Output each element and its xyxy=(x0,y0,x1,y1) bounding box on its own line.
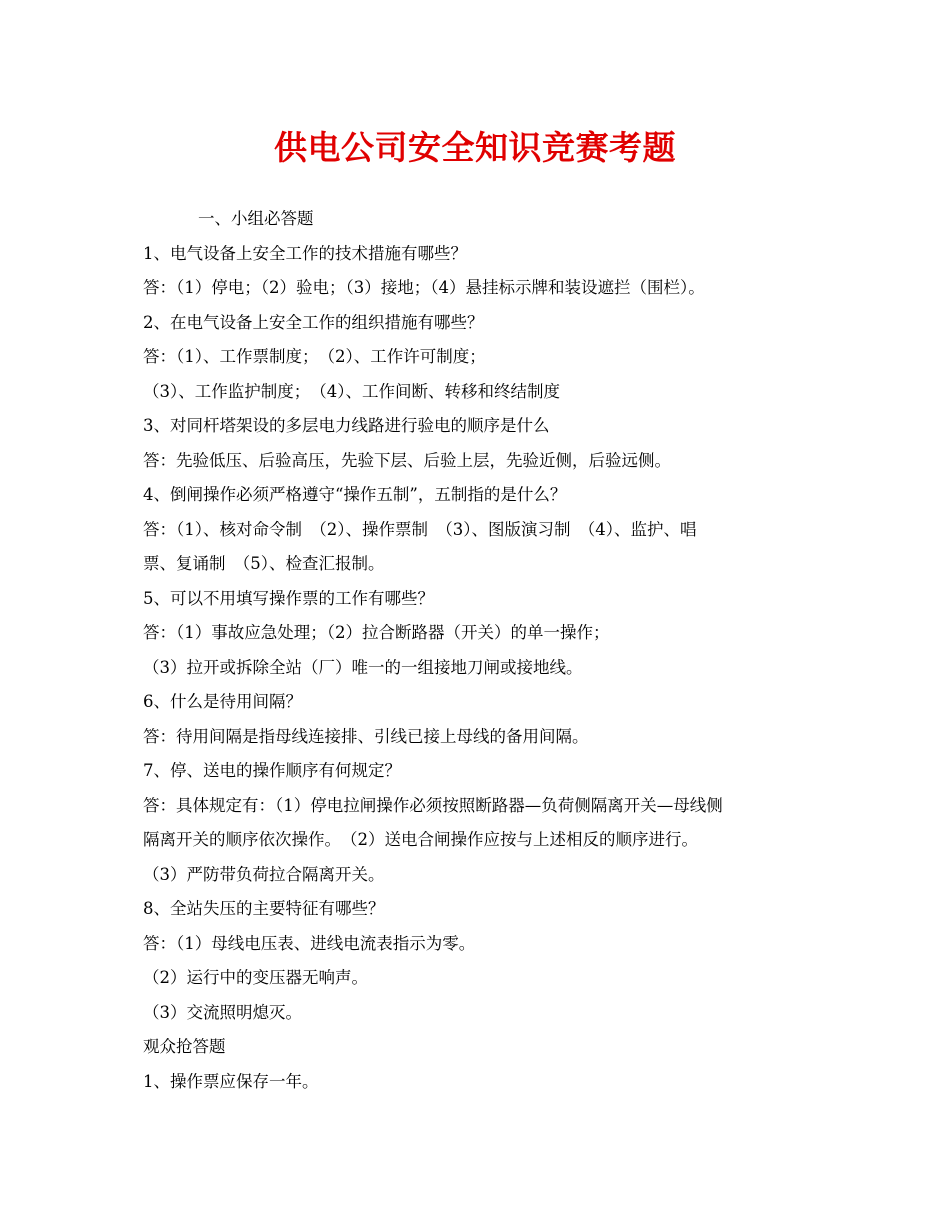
section-heading-audience: 观众抢答题 xyxy=(143,1037,226,1056)
question-7: 7、停、送电的操作顺序有何规定？ xyxy=(143,761,401,780)
answer-6: 答：待用间隔是指母线连接排、引线已接上母线的备用间隔。 xyxy=(143,726,589,746)
answer-7-line-3: （3）严防带负荷拉合隔离开关。 xyxy=(143,864,385,884)
audience-question-1: 1、操作票应保存一年。 xyxy=(143,1071,319,1091)
question-3: 3、对同杆塔架设的多层电力线路进行验电的顺序是什么 xyxy=(143,416,550,435)
section-heading-group-required: 一、小组必答题 xyxy=(198,209,314,228)
question-4: 4、倒闸操作必须严格遵守“操作五制”，五制指的是什么？ xyxy=(143,485,567,504)
answer-8-line-1: 答：（1）母线电压表、进线电流表指示为零。 xyxy=(143,933,476,953)
answer-2-line-1: 答：（1）、工作票制度； （2）、工作许可制度； xyxy=(143,347,486,366)
question-2: 2、在电气设备上安全工作的组织措施有哪些？ xyxy=(143,312,484,332)
answer-5-line-1: 答：（1）事故应急处理；（2）拉合断路器（开关）的单一操作； xyxy=(143,623,610,642)
answer-8-line-2: （2）运行中的变压器无响声。 xyxy=(143,968,368,987)
question-8: 8、全站失压的主要特征有哪些？ xyxy=(143,899,385,918)
answer-7-line-2: 隔离开关的顺序依次操作。 （2）送电合闸操作应按与上述相反的顺序进行。 xyxy=(143,830,698,849)
answer-4-line-2: 票、复诵制 （5）、检查汇报制。 xyxy=(143,554,385,573)
answer-4-line-1: 答：（1）、核对命令制 （2）、操作票制 （3）、图版演习制 （4）、监护、唱 xyxy=(143,519,697,539)
answer-8-line-3: （3）交流照明熄灭。 xyxy=(143,1002,302,1022)
question-5: 5、可以不用填写操作票的工作有哪些？ xyxy=(143,588,434,608)
question-1: 1、电气设备上安全工作的技术措施有哪些？ xyxy=(143,243,467,263)
question-6: 6、什么是待用间隔？ xyxy=(143,692,302,711)
answer-1: 答：（1）停电；（2）验电；（3）接地；（4）悬挂标示牌和装设遮拦（围栏）。 xyxy=(143,278,705,297)
answer-7-line-1: 答：具体规定有：（1）停电拉闸操作必须按照断路器—负荷侧隔离开关—母线侧 xyxy=(143,795,723,815)
document-title: 供电公司安全知识竞赛考题 xyxy=(274,128,676,167)
answer-5-line-2: （3）拉开或拆除全站（厂）唯一的一组接地刀闸或接地线。 xyxy=(143,657,583,677)
answer-3: 答：先验低压、后验高压，先验下层、后验上层，先验近侧，后验远侧。 xyxy=(143,450,671,470)
document-body xyxy=(143,202,813,1099)
answer-2-line-2: （3）、工作监护制度； （4）、工作间断、转移和终结制度 xyxy=(143,381,560,401)
